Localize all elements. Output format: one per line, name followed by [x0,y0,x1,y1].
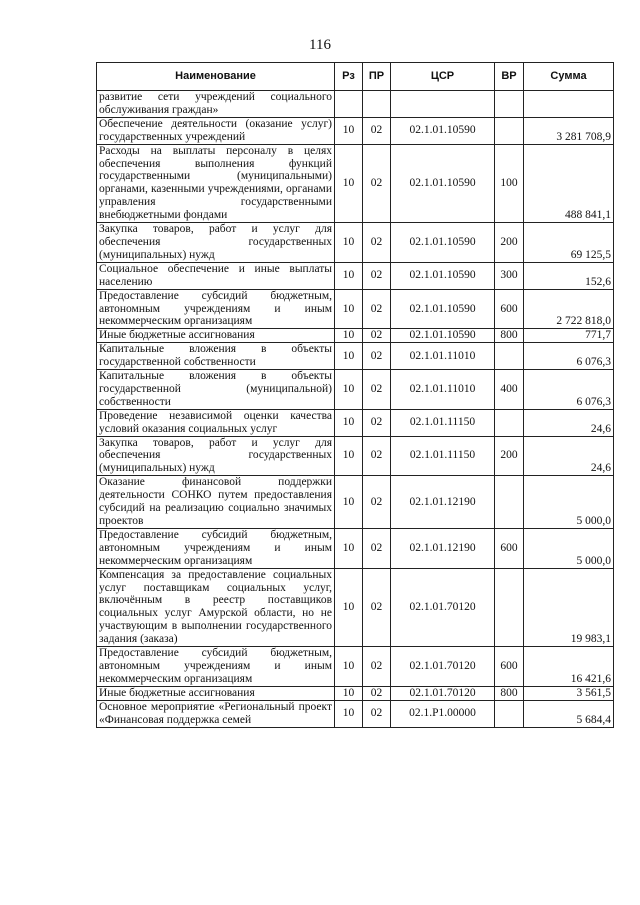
row-vr-cell: 200 [495,223,524,263]
row-vr-cell [495,91,524,118]
table-header-row [97,63,614,91]
row-csr-cell: 02.1.01.70120 [391,568,495,646]
row-name-cell: Иные бюджетные ассигнования [97,686,335,700]
row-vr-cell: 400 [495,370,524,410]
row-rz-cell [335,91,363,118]
row-name-cell: Иные бюджетные ассигнования [97,329,335,343]
row-name-cell: Проведение независимой оценки качества условий оказания социальных услуг [97,409,335,436]
row-sum-cell: 3 281 708,9 [524,117,614,144]
row-pr-cell [363,91,391,118]
table-row [97,686,614,700]
row-csr-cell: 02.1.01.70120 [391,647,495,687]
header-vr: ВР [495,63,524,91]
row-name-cell: Компенсация за предоставление социальных услуг поставщикам социальных услуг, включённым в реестр поставщиков социальных услуг Амурской области, но не участвующим в выполнении государственного задания (заказа) [97,568,335,646]
row-csr-cell: 02.1.P1.00000 [391,700,495,727]
row-rz-cell: 10 [335,686,363,700]
row-pr-cell: 02 [363,223,391,263]
row-csr-cell: 02.1.01.12190 [391,476,495,529]
row-name-cell: Закупка товаров, работ и услуг для обеспечения государственных (муниципальных) нужд [97,436,335,476]
row-vr-cell: 800 [495,686,524,700]
row-pr-cell: 02 [363,436,391,476]
row-sum-cell: 5 000,0 [524,528,614,568]
row-csr-cell: 02.1.01.12190 [391,528,495,568]
row-vr-cell: 800 [495,329,524,343]
row-vr-cell: 600 [495,647,524,687]
budget-table [96,62,614,728]
row-name-cell: Капитальные вложения в объекты государственной собственности [97,343,335,370]
row-vr-cell [495,117,524,144]
row-sum-cell: 19 983,1 [524,568,614,646]
row-csr-cell: 02.1.01.70120 [391,686,495,700]
row-vr-cell: 100 [495,144,524,222]
row-vr-cell [495,343,524,370]
row-rz-cell: 10 [335,117,363,144]
row-sum-cell: 6 076,3 [524,370,614,410]
row-rz-cell: 10 [335,262,363,289]
row-rz-cell: 10 [335,329,363,343]
row-rz-cell: 10 [335,476,363,529]
row-rz-cell: 10 [335,343,363,370]
header-name: Наименование [97,63,335,91]
row-sum-cell: 6 076,3 [524,343,614,370]
row-vr-cell: 200 [495,436,524,476]
row-rz-cell: 10 [335,647,363,687]
row-pr-cell: 02 [363,647,391,687]
row-pr-cell: 02 [363,329,391,343]
table-row [97,343,614,370]
row-name-cell: Предоставление субсидий бюджетным, автономным учреждениям и иным некоммерческим организациям [97,528,335,568]
row-name-cell: Предоставление субсидий бюджетным, автономным учреждениям и иным некоммерческим организациям [97,647,335,687]
row-csr-cell: 02.1.01.10590 [391,223,495,263]
table-row [97,409,614,436]
row-pr-cell: 02 [363,117,391,144]
row-csr-cell: 02.1.01.10590 [391,117,495,144]
table-row [97,476,614,529]
row-rz-cell: 10 [335,528,363,568]
row-sum-cell: 2 722 818,0 [524,289,614,329]
table-body [97,91,614,728]
row-pr-cell: 02 [363,289,391,329]
row-name-cell: Закупка товаров, работ и услуг для обеспечения государственных (муниципальных) нужд [97,223,335,263]
row-vr-cell: 300 [495,262,524,289]
row-name-cell: Социальное обеспечение и иные выплаты населению [97,262,335,289]
row-sum-cell: 3 561,5 [524,686,614,700]
row-sum-cell: 24,6 [524,409,614,436]
row-sum-cell: 771,7 [524,329,614,343]
table-row [97,223,614,263]
row-name-cell: развитие сети учреждений социального обслуживания граждан» [97,91,335,118]
row-rz-cell: 10 [335,223,363,263]
table-row [97,117,614,144]
row-pr-cell: 02 [363,528,391,568]
row-sum-cell [524,91,614,118]
table-row [97,144,614,222]
row-rz-cell: 10 [335,370,363,410]
table-row [97,289,614,329]
row-csr-cell: 02.1.01.10590 [391,144,495,222]
table-row [97,436,614,476]
row-sum-cell: 488 841,1 [524,144,614,222]
row-pr-cell: 02 [363,370,391,410]
row-rz-cell: 10 [335,568,363,646]
row-vr-cell: 600 [495,528,524,568]
row-name-cell: Оказание финансовой поддержки деятельности СОНКО путем предоставления субсидий на реализацию социально значимых проектов [97,476,335,529]
row-pr-cell: 02 [363,144,391,222]
row-name-cell: Расходы на выплаты персоналу в целях обеспечения выполнения функций государственными (муниципальными) органами, казенными учреждениями, органами управления государственными внебюджетными фондами [97,144,335,222]
header-pr: ПР [363,63,391,91]
row-pr-cell: 02 [363,343,391,370]
row-vr-cell [495,568,524,646]
table-row [97,370,614,410]
row-name-cell: Обеспечение деятельности (оказание услуг) государственных учреждений [97,117,335,144]
table-row [97,91,614,118]
row-csr-cell: 02.1.01.10590 [391,289,495,329]
table-row [97,528,614,568]
table-row [97,568,614,646]
row-pr-cell: 02 [363,476,391,529]
row-sum-cell: 24,6 [524,436,614,476]
row-rz-cell: 10 [335,289,363,329]
row-csr-cell: 02.1.01.11010 [391,343,495,370]
row-rz-cell: 10 [335,436,363,476]
row-sum-cell: 69 125,5 [524,223,614,263]
row-rz-cell: 10 [335,144,363,222]
row-sum-cell: 5 684,4 [524,700,614,727]
row-csr-cell: 02.1.01.11010 [391,370,495,410]
row-name-cell: Основное мероприятие «Региональный проект «Финансовая поддержка семей [97,700,335,727]
row-csr-cell: 02.1.01.10590 [391,262,495,289]
table-row [97,647,614,687]
header-rz: Рз [335,63,363,91]
row-rz-cell: 10 [335,700,363,727]
row-pr-cell: 02 [363,262,391,289]
table-row [97,700,614,727]
row-rz-cell: 10 [335,409,363,436]
row-sum-cell: 5 000,0 [524,476,614,529]
header-sum: Сумма [524,63,614,91]
row-csr-cell [391,91,495,118]
row-sum-cell: 152,6 [524,262,614,289]
page-number: 116 [309,37,331,53]
table-row [97,262,614,289]
row-vr-cell [495,409,524,436]
row-sum-cell: 16 421,6 [524,647,614,687]
row-csr-cell: 02.1.01.10590 [391,329,495,343]
row-pr-cell: 02 [363,409,391,436]
row-csr-cell: 02.1.01.11150 [391,436,495,476]
row-vr-cell [495,476,524,529]
row-pr-cell: 02 [363,568,391,646]
header-csr: ЦСР [391,63,495,91]
row-vr-cell [495,700,524,727]
row-pr-cell: 02 [363,700,391,727]
row-vr-cell: 600 [495,289,524,329]
row-name-cell: Капитальные вложения в объекты государственной (муниципальной) собственности [97,370,335,410]
row-name-cell: Предоставление субсидий бюджетным, автономным учреждениям и иным некоммерческим организациям [97,289,335,329]
row-pr-cell: 02 [363,686,391,700]
row-csr-cell: 02.1.01.11150 [391,409,495,436]
table-row [97,329,614,343]
